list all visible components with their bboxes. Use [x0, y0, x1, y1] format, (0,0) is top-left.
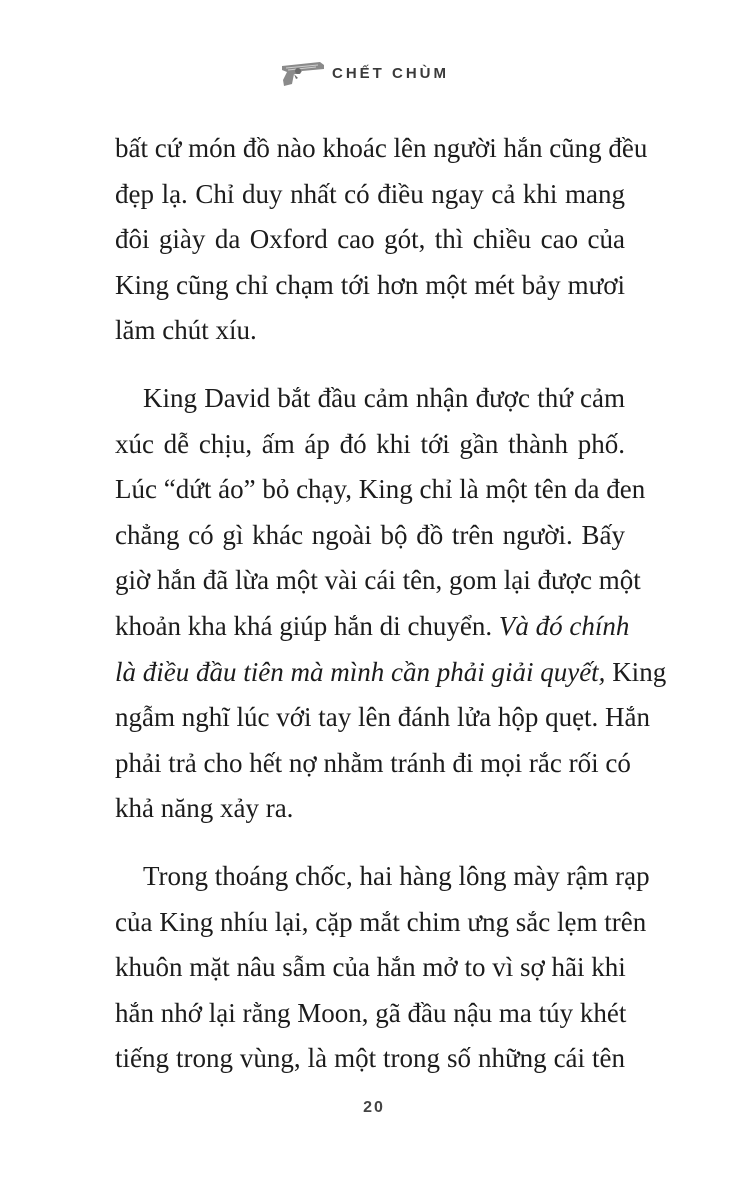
- text-regular: khoản kha khá giúp hắn di chuyển.: [115, 610, 493, 641]
- text-line: bất cứ món đồ nào khoác lên người hắn cũng đều: [115, 133, 648, 163]
- text-line: hắn nhớ lại rằng Moon, gã đầu nậu ma túy khét: [115, 997, 627, 1028]
- text-regular: King: [612, 656, 667, 687]
- text-line: chẳng có gì khác ngoài bộ đồ trên người. Bấy: [115, 519, 625, 550]
- text-line: khả năng xảy ra.: [115, 793, 294, 824]
- text-line: của King nhíu lại, cặp mắt chim ưng sắc lẹm trên: [115, 906, 647, 937]
- paragraph-1: [115, 126, 648, 354]
- text-italic: Và đó chính: [498, 610, 630, 641]
- text-line: King cũng chỉ chạm tới hơn một mét bảy mươi: [115, 269, 625, 300]
- text-line-content: King David bắt đầu cảm nhận được thứ cảm: [143, 382, 625, 413]
- text-line: [115, 854, 650, 900]
- text-line: Lúc “dứt áo” bỏ chạy, King chỉ là một tên da đen: [115, 474, 646, 505]
- text-line: khuôn mặt nâu sẫm của hắn mở to vì sợ hãi khi: [115, 952, 626, 983]
- body-text: [115, 126, 667, 1082]
- text-italic: là điều đầu tiên mà mình cần phải giải quyết,: [115, 656, 606, 687]
- text-line: phải trả cho hết nợ nhằm tránh đi mọi rắc rối có: [115, 747, 631, 778]
- page-number: 20: [363, 1099, 385, 1116]
- text-line: xúc dễ chịu, ấm áp đó khi tới gần thành phố.: [115, 428, 625, 459]
- text-line: [115, 376, 625, 422]
- text-line: tiếng trong vùng, là một trong số những cái tên: [115, 1043, 625, 1074]
- text-line: lăm chút xíu.: [115, 315, 257, 346]
- text-line: giờ hắn đã lừa một vài cái tên, gom lại được một: [115, 565, 641, 596]
- text-line-content: Trong thoáng chốc, hai hàng lông mày rậm rạp: [143, 860, 650, 891]
- text-line: đẹp lạ. Chỉ duy nhất có điều ngay cả khi mang: [115, 178, 625, 209]
- paragraph-2: [115, 376, 667, 832]
- text-line: [115, 650, 667, 696]
- running-title: CHẾT CHÙM: [332, 65, 449, 82]
- text-line: ngẫm nghĩ lúc với tay lên đánh lửa hộp quẹt. Hắn: [115, 702, 651, 733]
- revolver-icon: [280, 58, 326, 90]
- text-line: đôi giày da Oxford cao gót, thì chiều cao của: [115, 224, 625, 255]
- paragraph-3: [115, 854, 650, 1082]
- text-line: [115, 604, 630, 650]
- running-header: [0, 55, 748, 95]
